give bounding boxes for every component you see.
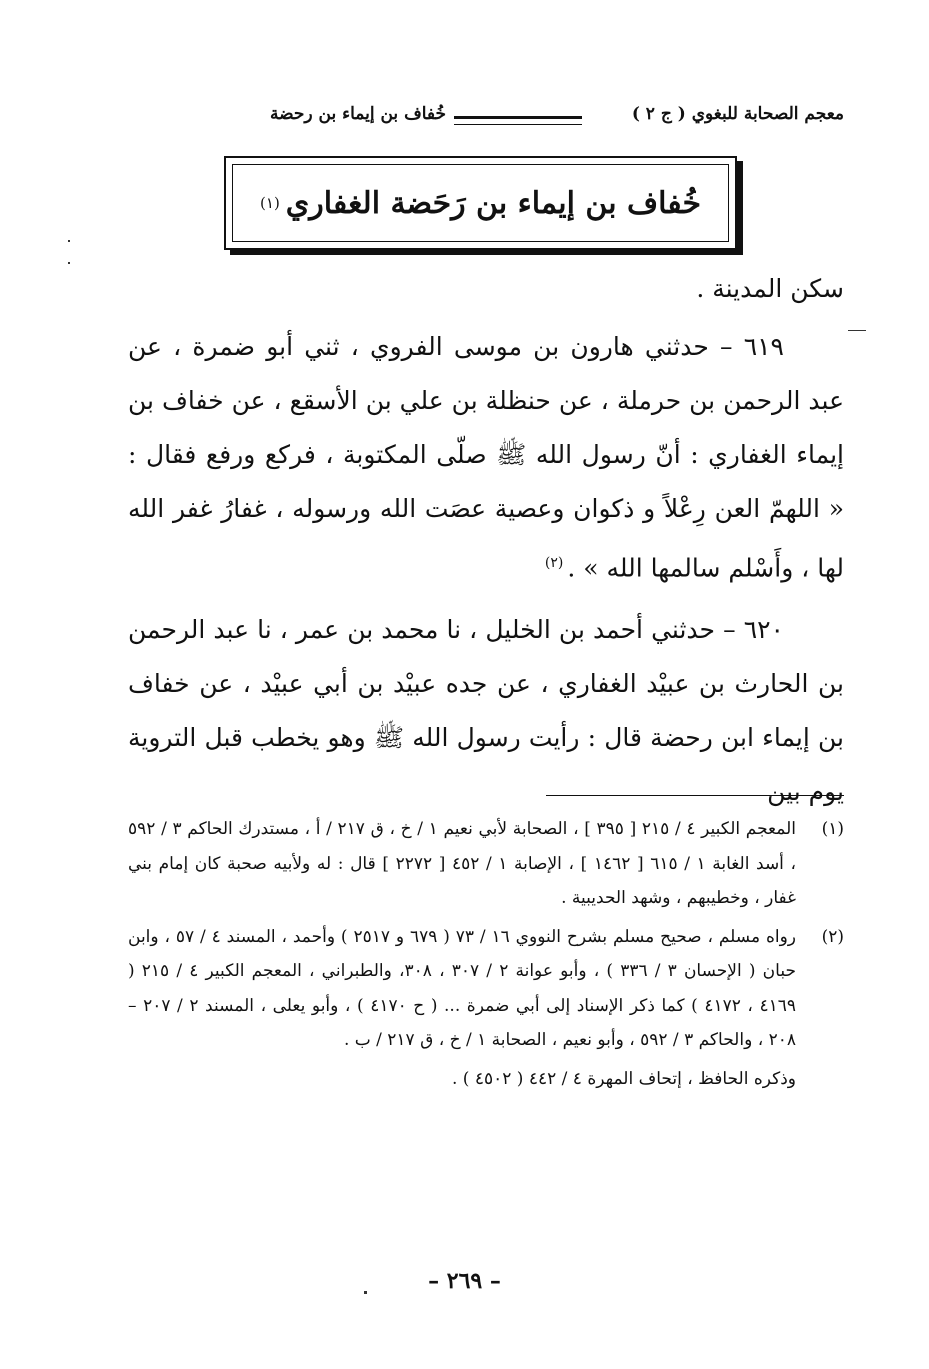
footnote-separator: [546, 795, 844, 796]
entry-title-footnote-ref: (١): [260, 194, 280, 212]
header-entry-name: خُفاف بن إيماء بن رحضة: [270, 104, 446, 124]
scan-speck: [68, 262, 70, 264]
hadith-619-footnote-ref: (٢): [544, 555, 564, 571]
footnotes: [128, 812, 844, 1100]
footnote-text: رواه مسلم ، صحيح مسلم بشرح النووي ١٦ / ٧٣ ( ٦٧٩ و ٢٥١٧ ) وأحمد ، المسند ٤ / ٥٧ ، وابن حبان ( الإحسان ٣ / ٣٣٦ ) ، وأبو عوانة ٢ / ٣٠٧ ، ٣٠٨، والطبراني ، المعجم الكبير ٤ / ٢١٥ ( ٤١٦٩ ، ٤١٧٢ ) كما ذكر الإسناد إلى أبي ضمرة ... ( ح ٤١٧٠ ) ، وأبو يعلى ، المسند ٢ / ٢٠٧ – ٢٠٨ ، والحاكم ٣ / ٥٩٢ ، وأبو نعيم ، الصحابة ١ / خ ، ق ٢١٧ / ب .: [128, 926, 797, 1050]
footnote-2-continuation: [128, 1062, 844, 1097]
body-text: [128, 262, 844, 819]
entry-title-box: [224, 156, 737, 250]
footnote-number: (١): [821, 819, 844, 839]
hadith-619: [128, 320, 844, 595]
scan-speck: [848, 330, 866, 331]
hadith-620: ٦٢٠ – حدثني أحمد بن الخليل ، نا محمد بن عمر ، نا عبد الرحمن بن الحارث بن عبيْد الغفاري ، عن جده عبيْد بن أبي عبيْد ، عن خفاف بن إيماء ابن رحضة قال : رأيت رسول الله ﷺ وهو يخطب قبل التروية يوم بين: [128, 615, 844, 807]
footnote-text: المعجم الكبير ٤ / ٢١٥ [ ٣٩٥ ] ، الصحابة لأبي نعيم ١ / خ ، ق ٢١٧ / أ ، مستدرك الحاكم ٣ / ٥٩٢ ، أسد الغابة ١ / ٦١٥ [ ١٤٦٢ ] ، الإصابة ١ / ٤٥٢ [ ٢٢٧٢ ] قال : له ولأبيه صحبة كان إمام بني غفار ، وخطيبهم ، وشهد الحديبية .: [128, 819, 796, 908]
header-rule: [454, 116, 582, 125]
footnote-2: [128, 920, 844, 1058]
footnote-text: وذكره الحافظ ، إتحاف المهرة ٤ / ٤٤٢ ( ٤٥٠٢ ) .: [452, 1068, 796, 1089]
opening-line: سكن المدينة .: [696, 274, 844, 303]
running-header: [132, 104, 844, 134]
entry-title: خُفاف بن إيماء بن رَحَضة الغفاري: [285, 185, 701, 221]
footnote-number: (٢): [821, 926, 844, 947]
hadith-619-text: ٦١٩ – حدثني هارون بن موسى الفروي ، ثني أبو ضمرة ، عن عبد الرحمن بن حرملة ، عن حنظلة بن علي بن الأسقع ، عن خفاف بن إيماء الغفاري : أنّ رسول الله ﷺ صلّى المكتوبة ، فركع ورفع فقال : « اللهمّ العن رِعْلاً و ذكوان وعصية عصَت الله ورسوله ، غفارُ غفر الله لها ، وأَسْلم سالمها الله » .: [128, 332, 844, 583]
header-book-title: معجم الصحابة للبغوي ( ج ٢ ): [631, 104, 844, 124]
scan-speck: [68, 240, 70, 242]
footnote-1: [128, 812, 844, 916]
footnote-number-spacer: [796, 1062, 844, 1097]
page-number: – ٢٦٩ –: [428, 1268, 501, 1294]
entry-title-frame: [232, 164, 729, 242]
scan-speck: [364, 1291, 367, 1294]
